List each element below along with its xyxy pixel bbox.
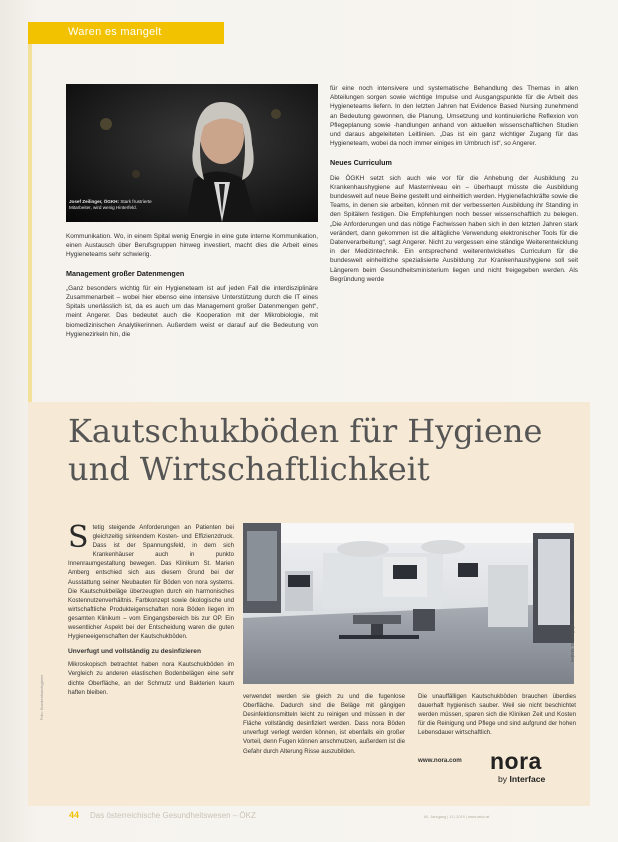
caption-text: Stark frustrierte Mitarbeiter, wird wenig Hinterfeld. <box>69 199 152 210</box>
article-subheading: Management großer Datenmengen <box>66 268 185 278</box>
article-subheading: Neues Curriculum <box>330 158 392 168</box>
photo-caption <box>69 199 159 211</box>
advertorial-paragraph: Mikroskopisch betrachtet haben nora Kautschukböden im Vergleich zu anderen elastischen Bodenbelägen eine sehr dichte Oberfläche, an der Schmutz und Bakterien kaum haften bleiben. <box>68 661 234 696</box>
advertorial-title <box>68 412 588 488</box>
logo-subline <box>498 774 545 784</box>
logo-wordmark: nora <box>490 748 542 774</box>
logo-brand: Interface <box>509 774 546 784</box>
advertorial-paragraph: tetig steigende Anforderungen an Patienten bei gleichzeitig sinkendem Kosten- und Effizienzdruck. Dass ist der Spannungsfeld, in dem sich Krankenhäuser auch in punkto Innenraumgestaltung bewegen. Das Klinikum St. Marien Amberg entschied sich aus diesem Grund bei der Ausstattung seiner Neubauten für Böden von nora systems. Die Kautschukbeläge überzeugten durch ein harmonisches Kostennutzenverhältnis. Farbkonzept sowie ökologische und wirtschaftliche Produkteigenschaften nora Böden liegen im gesamten Klinikum – vom Eingangsbereich bis zur OP. Ein wesentlicher Aspekt bei der Entscheidung waren die guten Hygieneeigenschaften der Kautschukböden. <box>68 524 234 641</box>
article-left-column <box>66 232 318 339</box>
drop-cap: S <box>68 520 89 555</box>
operating-room-photo <box>243 523 574 684</box>
footer-issue: 60. Jahrgang | 11 | 2019 | www.oekz.at <box>424 815 490 819</box>
article-paragraph: Die ÖGKH setzt sich auch wie vor für die Anhebung der Ausbildung zu Krankenhaushygiene auf Masterniveau ein – überhaupt müsste die Ausbildung bundesweit auf neue Beine gestellt und einheitlich werden. Hygienefachkräfte sowie die Teams, in denen sie arbeiten, können mit der verbesserten Ausbildung ihr Standing in den Spitälern festigen. Die Empfehlungen noch besser wissenschaftlich zu belegen. „Die Anforderungen und das nötige Fachwissen haben sich in den letzten Jahren stark verändert, dann gekommen ist die alltägliche Verwendung elektronischer Tools für die Datenverarbeitung“, sagt Angerer. Nicht zu vergessen eine ständige Weiterentwicklung in der Medizintechnik. Ein entsprechend weiterentwickeltes Curriculum für die bundesweit einheitliche spezialisierte Ausbildung zur Krankenhaushygiene soll seit Längerem beim Gesundheitsministerium liegen und nicht freigegeben werden. Als Begründung werde <box>330 174 578 283</box>
advertorial-column-1 <box>68 520 234 697</box>
website-link[interactable]: www.nora.com <box>418 757 462 764</box>
article-paragraph: für eine noch intensivere und systematische Behandlung des Themas in allen Abteilungen sorgen sowie wichtige Impulse und Ausgangspunkte für die Arbeit des Hygieneteams liefern. In den letzten Jahren hat Evidence Based Nursing zunehmend an Bedeutung gewonnen, die Planung, Umsetzung und kontinuierliche Reflexion von Pflegeplanung sowie -handlungen anhand von aktuellen wissenschaftlichen Studien und daraus abgeleiteten Leitlinien. „Das ist ein ganz wichtiger Zugang für das Hygieneteam, wobei da noch immer einiges im Umbruch ist“, so Angerer. <box>330 85 578 148</box>
advertorial-paragraph: verwendet werden sie gleich zu und die fugenlose Oberfläche. Dadurch sind die Beläge mit gängigen Desinfektionsmitteln leicht zu reinigen und müssen in der Fläche vollständig desinfiziert werden. Dass nora Böden unverfugt verlegt werden können, ist ebenfalls ein großer Vorteil, denn Fugen können anschmutzen, außerdem ist die Gefahr durch Alterung Risse auszubilden. <box>243 693 405 755</box>
page-number: 44 <box>69 810 80 820</box>
advertorial-subheading: Unverfugt und vollständig zu desinfizieren <box>68 648 201 656</box>
operating-room-illustration <box>243 523 574 684</box>
photo-credit: Foto: Klinikum St. Marien <box>570 612 575 663</box>
side-label: Foto: Krankenhaushygiene <box>40 674 44 720</box>
section-label: Waren es mangelt <box>68 26 162 38</box>
footer-title: Das österreichische Gesundheitswesen – ÖKZ <box>90 811 256 820</box>
nora-logo <box>490 748 546 784</box>
article-paragraph: Kommunikation. Wo, in einem Spital wenig Energie in eine gute interne Kommunikation, einen Austausch über Berufsgruppen hinweg investiert, macht dies die Arbeit eines Hygieneteams sehr schwierig. <box>66 233 318 259</box>
article-right-column <box>330 84 578 284</box>
section-header-bar <box>28 22 224 44</box>
article-paragraph: „Ganz besonders wichtig für ein Hygieneteam ist auf jeden Fall die interdisziplinäre Zusammenarbeit – wobei hier ebenso eine intensive Unterstützung durch die IT eines Spitals unerlässlich ist, da es auch um das Management großer Datenmengen geht“, meint Angerer. Das bedeutet auch die Kooperation mit der Mikrobiologie, mit biomedizinischen Analytikerinnen. Außerdem weist er darauf auf die Bedeutung von Hygienezirkeln hin, die <box>66 284 318 338</box>
advertorial-paragraph: Die unauffälligen Kautschukböden brauchen überdies dauerhaft hygienisch sauber. Weil sie nicht beschichtet werden müssen, sparen sich die Kliniken Zeit und Kosten für die Reinigung und Pflege und sind aufgrund der hohen Lebensdauer wirtschaftlich. <box>418 693 576 737</box>
advertorial-title-line: Kautschukböden für Hygiene <box>68 412 543 450</box>
advertorial-title-line: und Wirtschaftlichkeit <box>68 450 430 488</box>
logo-by: by <box>498 774 508 784</box>
caption-name: Josef Zeilinger, ÖGKH: <box>69 199 120 204</box>
advertorial-column-2 <box>243 692 405 756</box>
advertorial-column-3 <box>418 692 576 737</box>
